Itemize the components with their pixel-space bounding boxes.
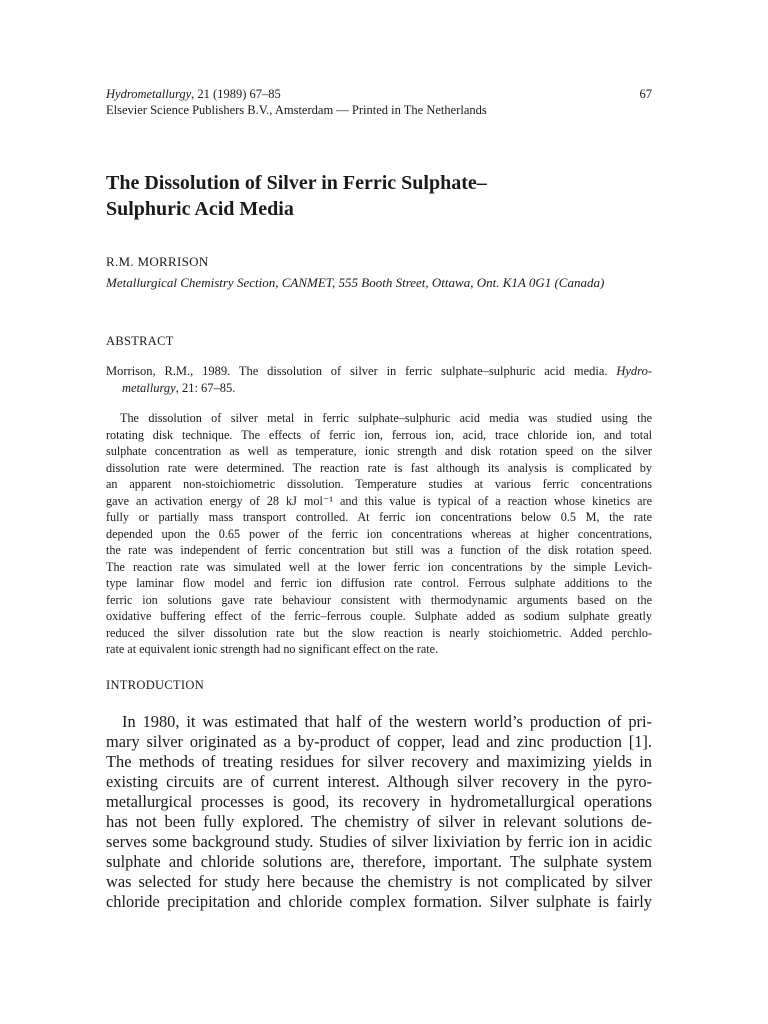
intro-line: chloride precipitation and chloride complex formation. Silver sulphate is fairly — [106, 892, 652, 911]
journal-volume-pages: , 21 (1989) 67–85 — [191, 87, 281, 101]
page-number: 67 — [639, 87, 652, 101]
abstract-line: The reaction rate was simulated well at the lower ferric ion concentrations by the simple Levich- — [106, 559, 652, 574]
journal-name: Hydrometallurgy — [106, 87, 192, 101]
citation-volume: , 21: 67–85. — [175, 381, 236, 395]
article-title — [106, 170, 666, 222]
abstract-citation — [106, 363, 652, 397]
abstract-line: depended upon the 0.65 power of the ferric ion concentrations whereas at higher concentrations, — [106, 526, 652, 541]
title-line-1: The Dissolution of Silver in Ferric Sulphate– — [106, 172, 487, 194]
abstract-line: rate at equivalent ionic strength had no significant effect on the rate. — [106, 642, 439, 656]
citation-journal-part2: metallurgy — [122, 381, 176, 395]
introduction-heading: INTRODUCTION — [106, 678, 205, 692]
citation-line-2 — [106, 380, 652, 397]
introduction-body — [106, 712, 652, 912]
intro-line: In 1980, it was estimated that half of the western world’s production of pri- — [122, 712, 652, 731]
publisher-line: Elsevier Science Publishers B.V., Amsterdam — Printed in The Netherlands — [106, 103, 487, 117]
running-header — [106, 86, 652, 118]
abstract-line: dissolution rate were determined. The reaction rate is fast although its analysis is complicated by — [106, 460, 652, 475]
abstract-line: an apparent non-stoichiometric dissolution. Temperature studies at various ferric concentrations — [106, 477, 652, 491]
intro-line: existing circuits are of current interest. Although silver recovery in the pyro- — [106, 772, 652, 791]
abstract-line: fully or partially mass transport controlled. At ferric ion concentrations below 0.5 M, the rate — [106, 510, 652, 524]
author-affiliation: Metallurgical Chemistry Section, CANMET, 555 Booth Street, Ottawa, Ont. K1A 0G1 (Canada) — [106, 275, 605, 290]
citation-journal-part1: Hydro- — [616, 364, 652, 378]
abstract-heading: ABSTRACT — [106, 334, 174, 348]
intro-line: serves some background study. Studies of silver lixiviation by ferric ion in acidic — [106, 832, 652, 851]
abstract-line: gave an activation energy of 28 kJ mol⁻¹ and this value is typical of a reaction whose kinetics are — [106, 493, 652, 508]
abstract-body — [106, 410, 652, 658]
abstract-line: sulphate concentration as well as temperature, ionic strength and disk rotation speed on the silver — [106, 444, 652, 458]
journal-citation-line — [106, 86, 652, 102]
author-name: R.M. MORRISON — [106, 254, 209, 269]
abstract-line: reduced the silver dissolution rate but the slow reaction is nearly stoichiometric. Added perchlo- — [106, 625, 652, 640]
abstract-line: oxidative buffering effect of the ferric–ferrous couple. Sulphate added as sodium sulphate greatly — [106, 609, 652, 623]
intro-line: metallurgical processes is good, its recovery in hydrometallurgical operations — [106, 792, 652, 811]
intro-line: sulphate and chloride solutions are, therefore, important. The sulphate system — [106, 852, 652, 871]
intro-line: The methods of treating residues for silver recovery and maximizing yields in — [106, 752, 652, 771]
abstract-line: type laminar flow model and ferric ion diffusion rate control. Ferrous sulphate additions to the — [106, 576, 652, 590]
abstract-line: the rate was independent of ferric concentration but still was a function of the disk rotation speed. — [106, 543, 652, 557]
citation-text: Morrison, R.M., 1989. The dissolution of silver in ferric sulphate–sulphuric acid media. — [106, 364, 617, 378]
title-line-2: Sulphuric Acid Media — [106, 198, 294, 220]
intro-line: has not been fully explored. The chemistry of silver in relevant solutions de- — [106, 812, 652, 831]
abstract-line: The dissolution of silver metal in ferric sulphate–sulphuric acid media was studied using the — [120, 411, 652, 425]
abstract-line: ferric ion solutions gave rate behaviour consistent with thermodynamic arguments based on the — [106, 592, 652, 607]
intro-line: was selected for study here because the chemistry is not complicated by silver — [106, 872, 652, 891]
intro-line: mary silver originated as a by-product of copper, lead and zinc production [1]. — [106, 732, 652, 751]
citation-line-1 — [106, 363, 652, 380]
abstract-line: rotating disk technique. The effects of ferric ion, ferrous ion, acid, trace chloride ion, and total — [106, 427, 652, 442]
